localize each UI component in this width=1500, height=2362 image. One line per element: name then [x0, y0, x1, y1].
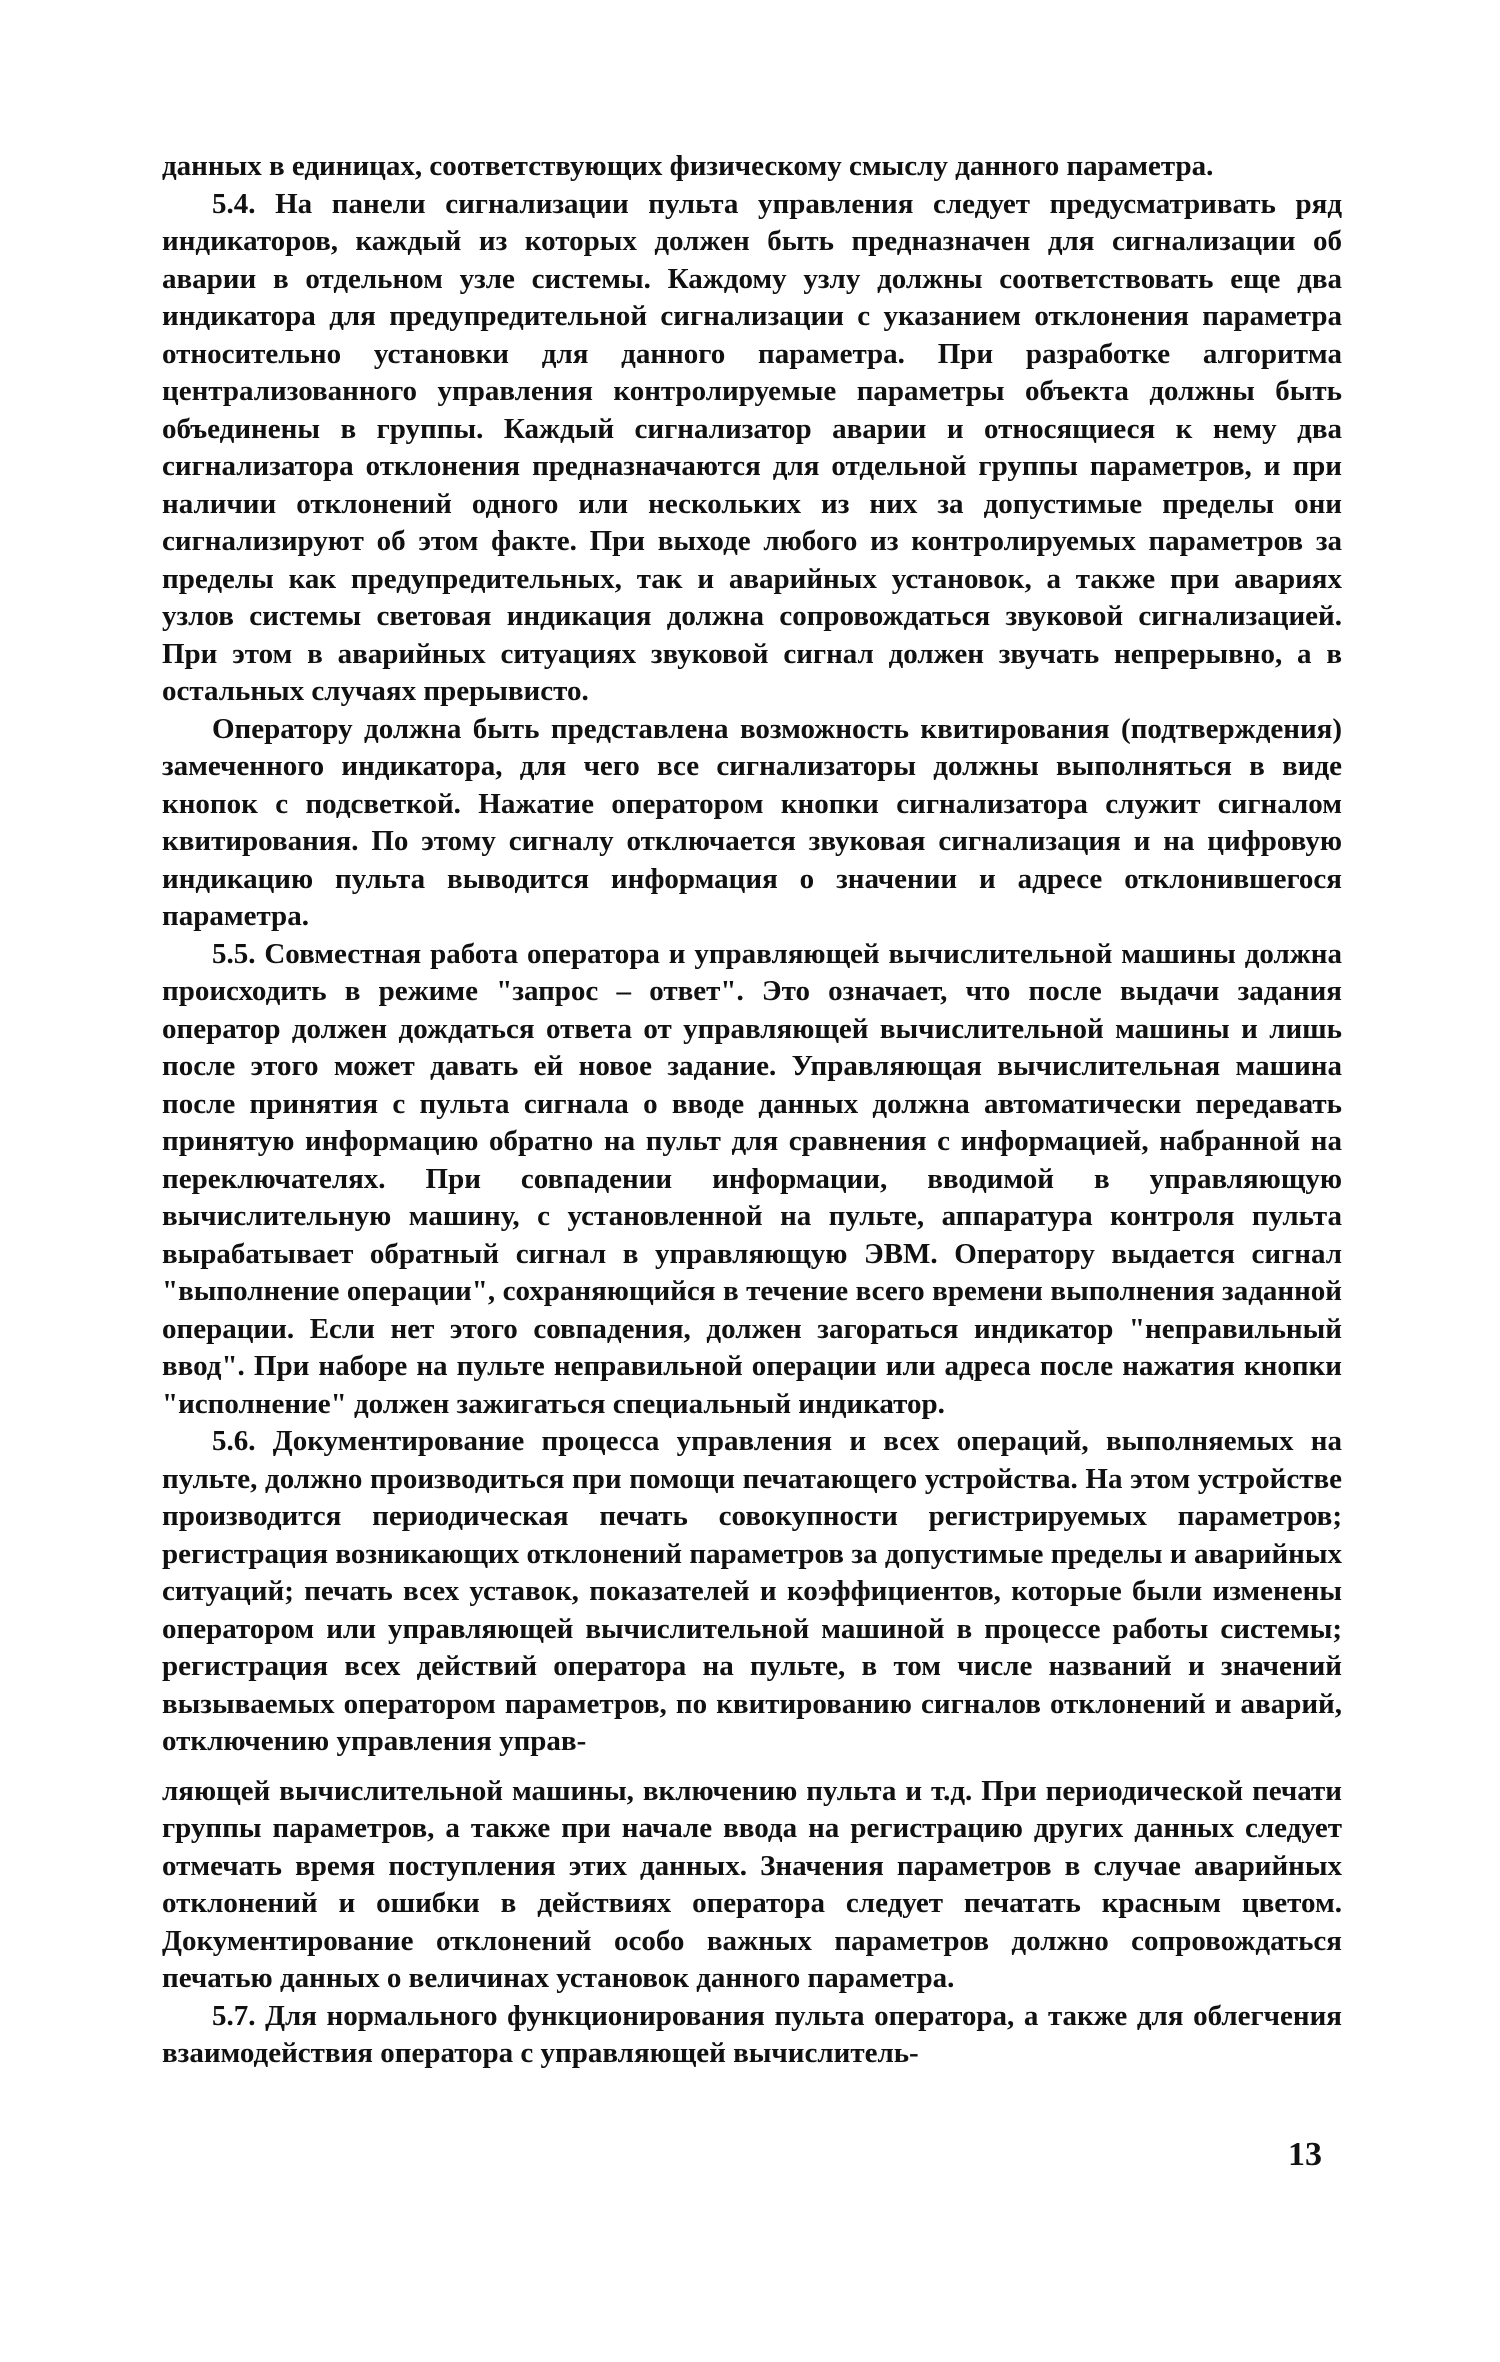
paragraph-5-6-continuation: ляющей вычислительной машины, включению пульта и т.д. При периодической печати группы параметров, а также при начале ввода на регистрацию других данных следует отмечать время поступления этих данных. Значения параметров в случае аварийных отклонений и ошибки в действиях оператора следует печатать красным цветом. Документирование отклонений особо важных параметров должно сопровождаться печатью данных о величинах установок данного параметра. — [162, 1774, 1342, 1994]
page-body — [162, 148, 1342, 2198]
paragraph-operator-acknowledgement: Оператору должна быть представлена возможность квитирования (подтверждения) замеченного индикатора, для чего все сигнализаторы должны выполняться в виде кнопок с подсветкой. Нажатие оператором кнопки сигнализатора служит сигналом квитирования. По этому сигналу отключается звуковая сигнализация и на цифровую индикацию пульта выводится информация о значении и адресе отклонившегося параметра. — [162, 712, 1342, 932]
paragraph-continuation: данных в единицах, соответствующих физическому смыслу данного параметра. — [162, 150, 1214, 182]
page-number: 13 — [1288, 2136, 1322, 2173]
paragraph-5-4: 5.4. На панели сигнализации пульта управления следует предусматривать ряд индикаторов, каждый из которых должен быть предназначен для сигнализации об аварии в отдельном узле системы. Каждому узлу должны соответствовать еще два индикатора для предупредительной сигнализации с указанием отклонения параметра относительно установки для данного параметра. При разработке алгоритма централизованного управления контролируемые параметры объекта должны быть объединены в группы. Каждый сигнализатор аварии и относящиеся к нему два сигнализатора отклонения предназначаются для отдельной группы параметров, и при наличии отклонений одного или нескольких из них за допустимые пределы они сигнализируют об этом факте. При выходе любого из контролируемых параметров за пределы как предупредительных, так и аварийных установок, а также при авариях узлов системы световая индикация должна сопровождаться звуковой сигнализацией. При этом в аварийных ситуациях звуковой сигнал должен звучать непрерывно, а в остальных случаях прерывисто. — [162, 187, 1342, 707]
paragraph-5-5: 5.5. Совместная работа оператора и управляющей вычислительной машины должна происходить в режиме "запрос – ответ". Это означает, что после выдачи задания оператор должен дождаться ответа от управляющей вычислительной машины и лишь после этого может давать ей новое задание. Управляющая вычислительная машина после принятия с пульта сигнала о вводе данных должна автоматически передавать принятую информацию обратно на пульт для сравнения с информацией, набранной на переключателях. При совпадении информации, вводимой в управляющую вычислительную машину, с установленной на пульте, аппаратура контроля пульта вырабатывает обратный сигнал в управляющую ЭВМ. Оператору выдается сигнал "выполнение операции", сохраняющийся в течение всего времени выполнения заданной операции. Если нет этого совпадения, должен загораться индикатор "неправильный ввод". При наборе на пульте неправильной операции или адреса после нажатия кнопки "исполнение" должен зажигаться специальный индикатор. — [162, 937, 1342, 1420]
paragraph-5-6: 5.6. Документирование процесса управления и всех операций, выполняемых на пульте, должно производиться при помощи печатающего устройства. На этом устройстве производится периодическая печать совокупности регистрируемых параметров; регистрация возникающих отклонений параметров за допустимые пределы и аварийных ситуаций; печать всех уставок, показателей и коэффициентов, которые были изменены оператором или управляющей вычислительной машиной в процессе работы системы; регистрация всех действий оператора на пульте, в том числе названий и значений вызываемых оператором параметров, по квитированию сигналов отклонений и аварий, отключению управления управ- — [162, 1425, 1342, 1757]
paragraph-5-7: 5.7. Для нормального функционирования пульта оператора, а также для облегчения взаимодействия оператора с управляющей вычислитель- — [162, 1999, 1342, 2069]
